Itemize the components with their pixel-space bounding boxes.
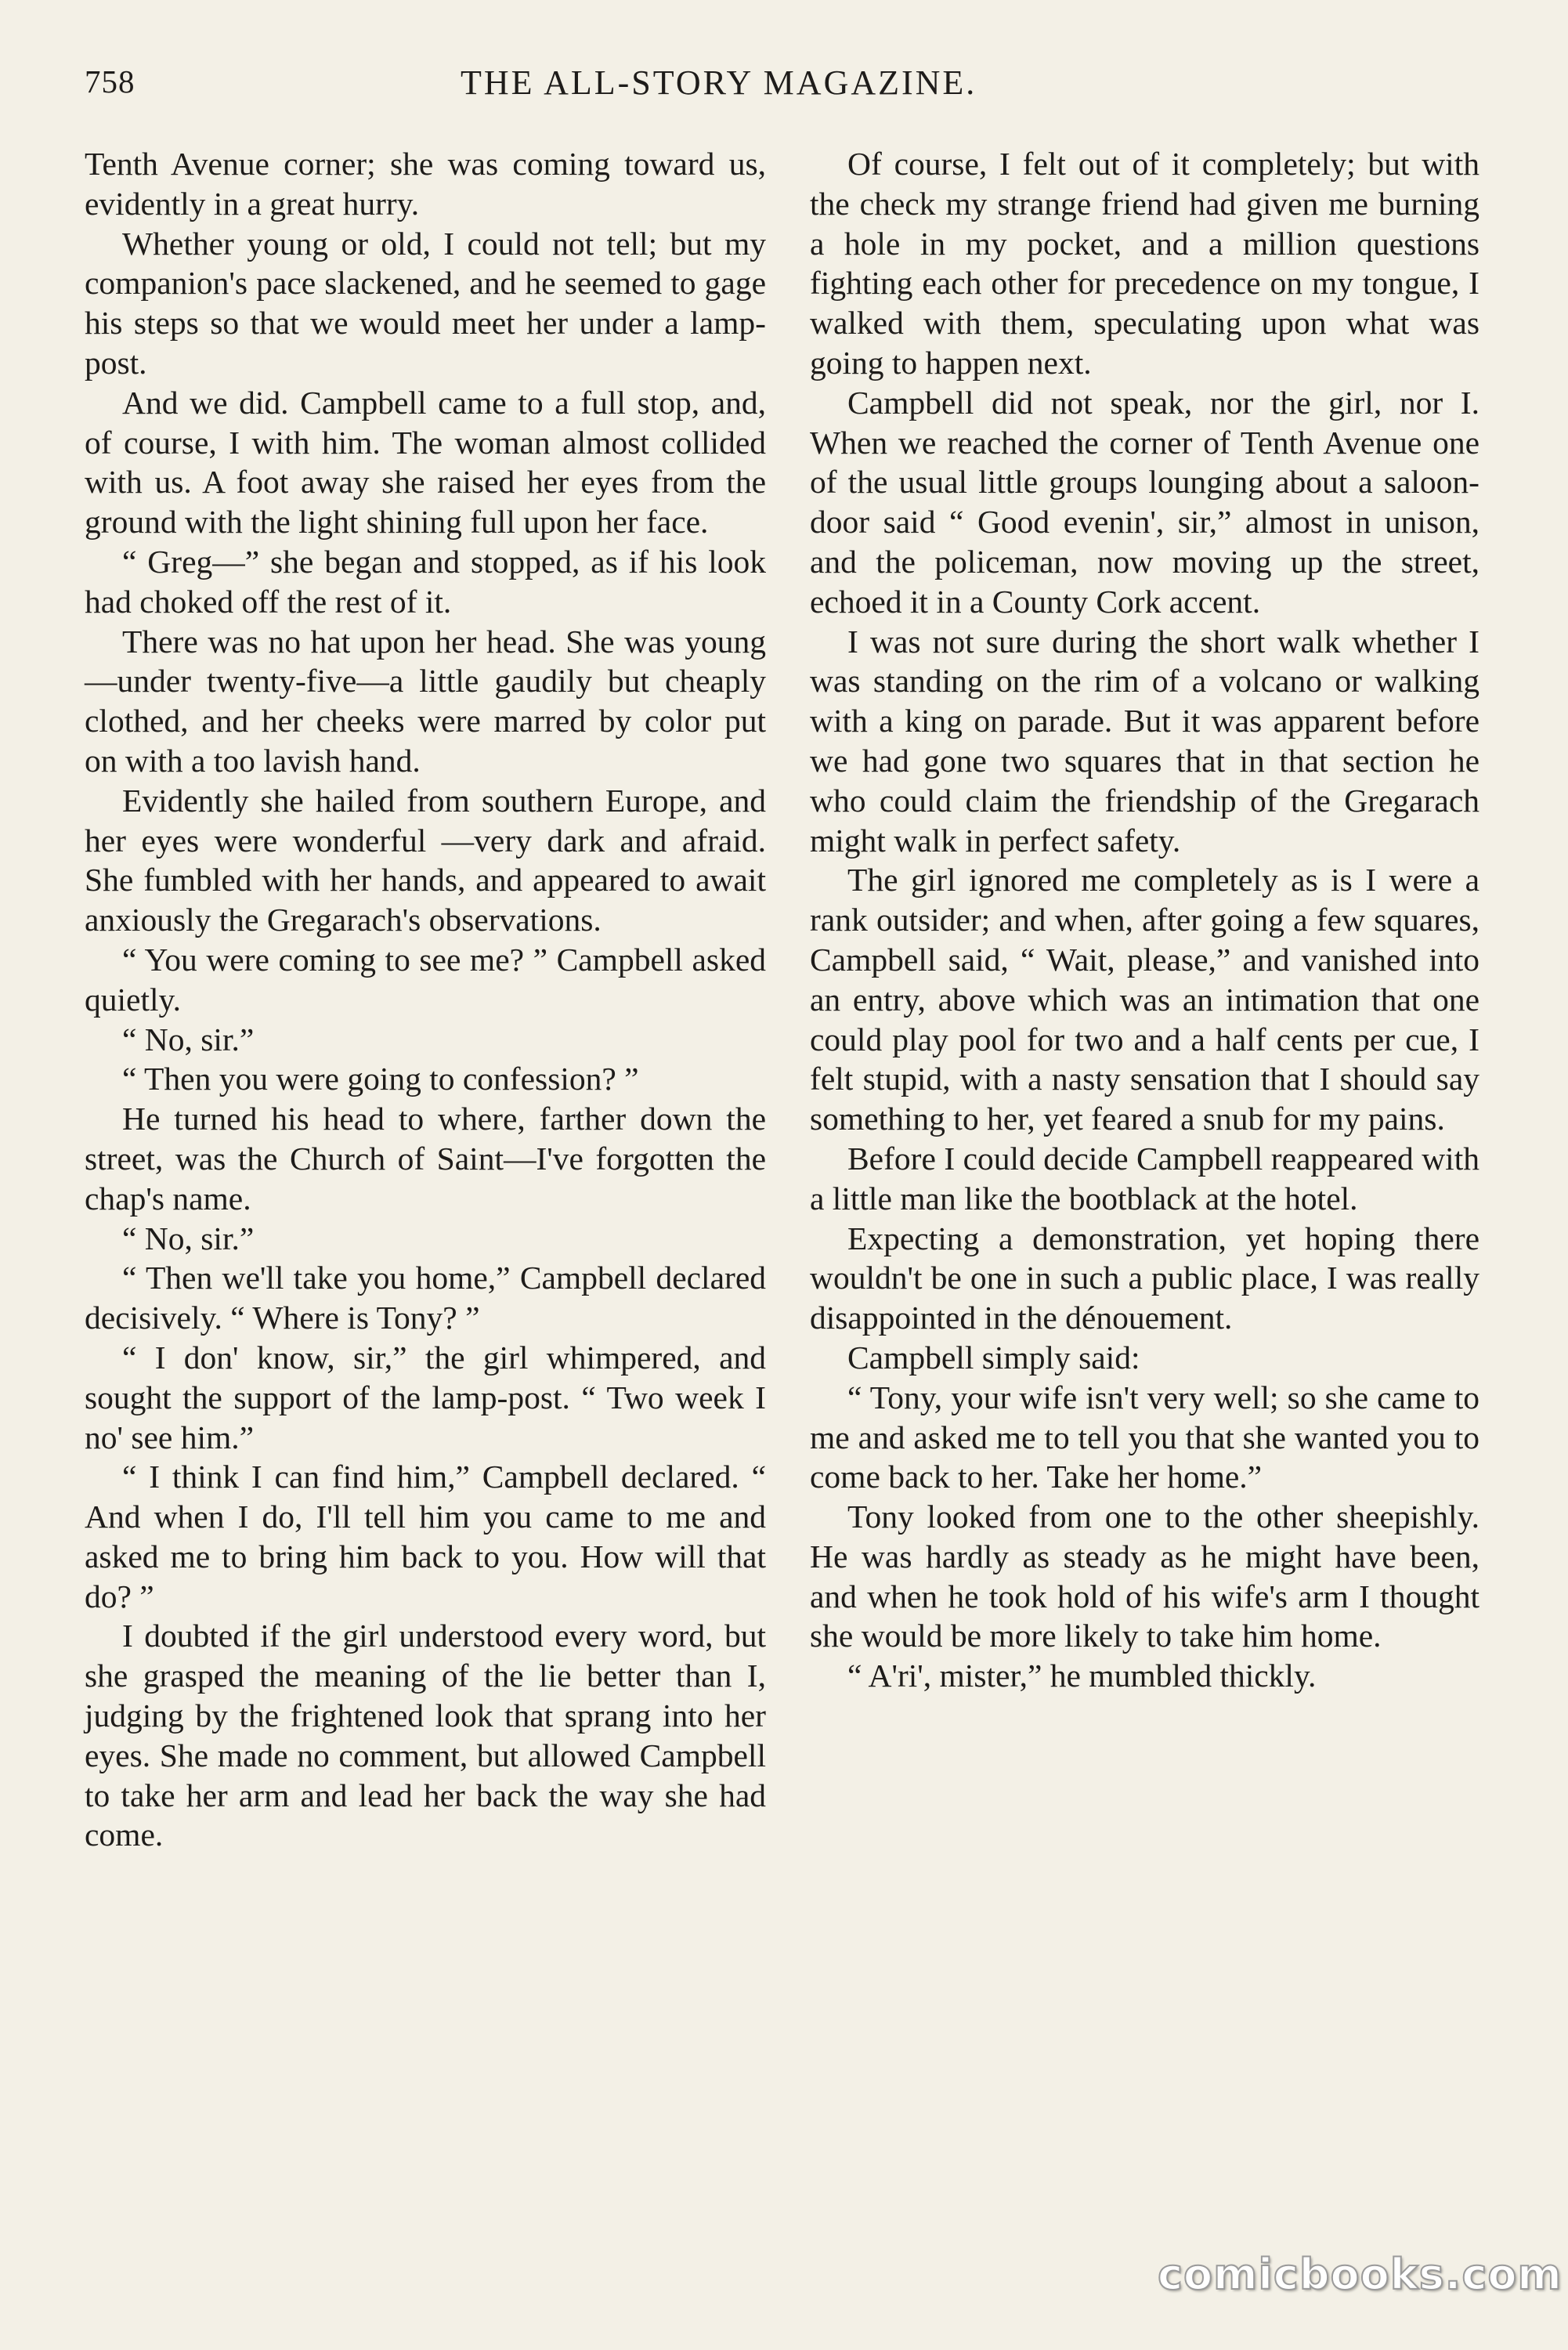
paragraph: I was not sure during the short walk whether I was standing on the rim of a volcano or walking with a king on parade. But it was apparent before we had gone two squares that in that section he who could claim the friendship of the Gregarach might walk in perfect safety. xyxy=(810,623,1479,859)
paragraph: Expecting a demonstration, yet hoping there wouldn't be one in such a public place, I was really disappointed in the dénouement. xyxy=(810,1220,1479,1336)
paragraph: “ No, sir.” xyxy=(122,1220,255,1256)
paragraph: Evidently she hailed from southern Europe, and her eyes were wonderful —very dark and afraid. She fumbled with her hands, and appeared to await anxiously the Gregarach's observations. xyxy=(85,782,766,938)
paragraph: “ Then we'll take you home,” Campbell declared decisively. “ Where is Tony? ” xyxy=(85,1260,766,1336)
paragraph: Of course, I felt out of it completely; but with the check my strange friend had given me burning a hole in my pocket, and a million questions fighting each other for precedence on my tongue, I walked with them, speculating upon what was going to happen next. xyxy=(810,146,1479,381)
paragraph: “ A'ri', mister,” he mumbled thickly. xyxy=(847,1658,1317,1694)
paragraph: “ Then you were going to confession? ” xyxy=(122,1061,639,1097)
paragraph: “ No, sir.” xyxy=(122,1021,255,1058)
paragraph: “ I don' know, sir,” the girl whimpered, and sought the support of the lamp-post. “ Two week I no' see him.” xyxy=(85,1339,766,1455)
page-header xyxy=(85,63,1479,118)
paragraph: Before I could decide Campbell reappeared with a little man like the bootblack at the hotel. xyxy=(810,1140,1479,1217)
paragraph: There was no hat upon her head. She was young—under twenty-five—a little gaudily but cheaply clothed, and her cheeks were marred by color put on with a too lavish hand. xyxy=(85,623,766,779)
paragraph: “ Tony, your wife isn't very well; so she came to me and asked me to tell you that she wanted you to come back to her. Take her home.” xyxy=(810,1379,1479,1495)
paragraph: Campbell simply said: xyxy=(847,1339,1140,1376)
paragraph: He turned his head to where, farther down the street, was the Church of Saint—I've forgotten the chap's name. xyxy=(85,1101,766,1217)
paragraph: Tenth Avenue corner; she was coming toward us, evidently in a great hurry. xyxy=(85,146,766,222)
paragraph: “ I think I can find him,” Campbell declared. “ And when I do, I'll tell him you came to me and asked me to bring him back to you. How will that do? ” xyxy=(85,1459,766,1614)
paragraph: “ Greg—” she began and stopped, as if his look had choked off the rest of it. xyxy=(85,543,766,620)
paragraph: Whether young or old, I could not tell; but my companion's pace slackened, and he seemed to gage his steps so that we would meet her under a lamp-post. xyxy=(85,225,766,381)
watermark-logo: comicbooks.com xyxy=(1158,2250,1563,2299)
right-column xyxy=(810,144,1479,1696)
running-title: THE ALL-STORY MAGAZINE. xyxy=(461,63,977,102)
page-number: 758 xyxy=(85,63,135,99)
paragraph: “ You were coming to see me? ” Campbell asked quietly. xyxy=(85,941,766,1018)
paragraph: Tony looked from one to the other sheepishly. He was hardly as steady as he might have been, and when he took hold of his wife's arm I thought she would be more likely to take him home. xyxy=(810,1499,1479,1654)
paragraph: Campbell did not speak, nor the girl, nor I. When we reached the corner of Tenth Avenue one of the usual little groups lounging about a saloon-door said “ Good evenin', sir,” almost in unison, and the policeman, now moving up the street, echoed it in a County Cork accent. xyxy=(810,384,1479,620)
left-column xyxy=(85,144,766,1855)
paragraph: The girl ignored me completely as is I were a rank outsider; and when, after going a few squares, Campbell said, “ Wait, please,” and vanished into an entry, above which was an intimation that one could play pool for two and a half cents per cue, I felt stupid, with a nasty sensation that I should say something to her, yet feared a snub for my pains. xyxy=(810,862,1479,1137)
paragraph: I doubted if the girl understood every word, but she grasped the meaning of the lie better than I, judging by the frightened look that sprang into her eyes. She made no comment, but allowed Campbell to take her arm and lead her back the way she had come. xyxy=(85,1618,766,1853)
paragraph: And we did. Campbell came to a full stop, and, of course, I with him. The woman almost collided with us. A foot away she raised her eyes from the ground with the light shining full upon her face. xyxy=(85,384,766,540)
